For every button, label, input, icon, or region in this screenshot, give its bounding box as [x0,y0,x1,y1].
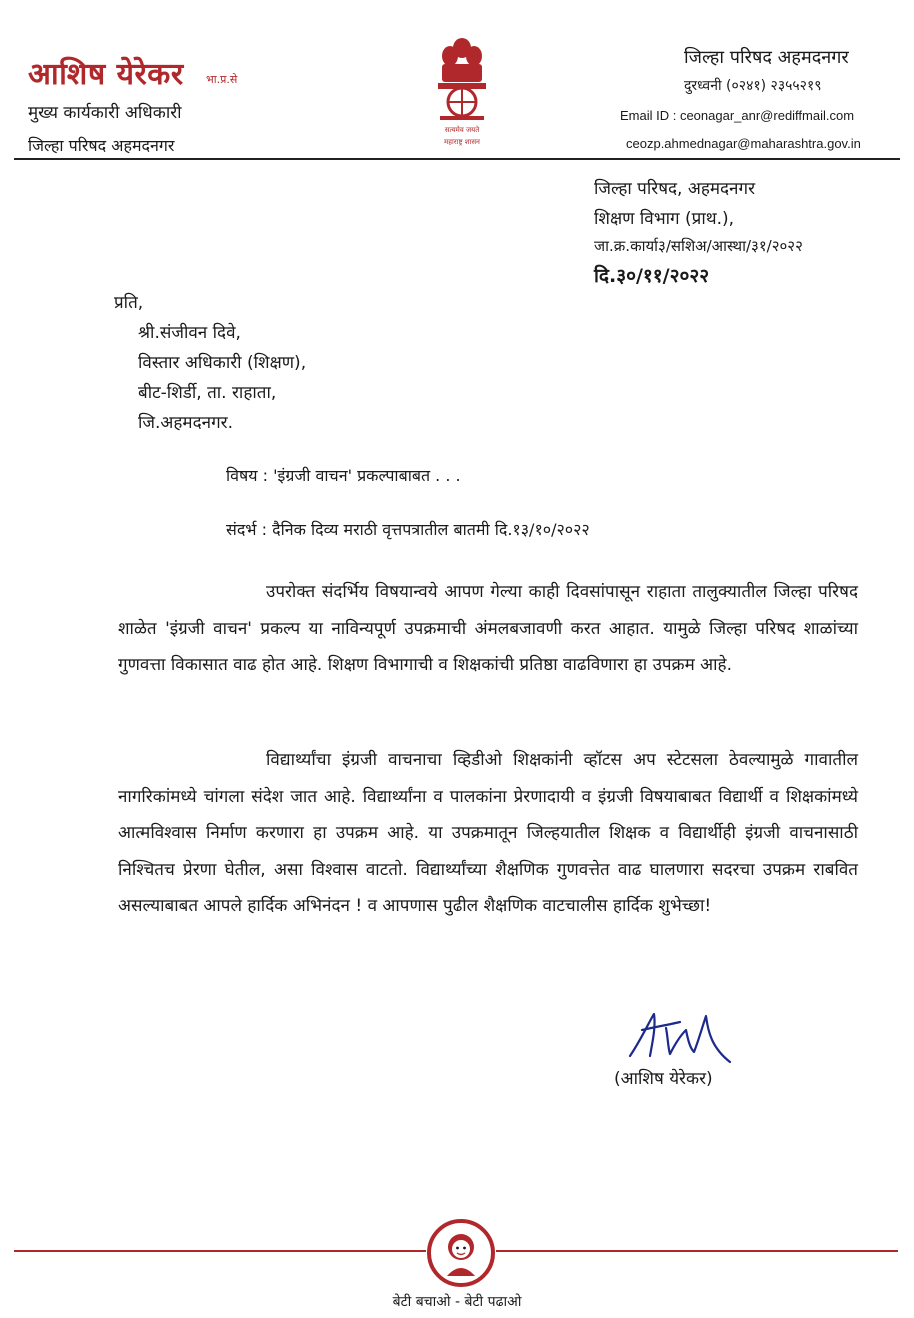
officer-office: जिल्हा परिषद अहमदनगर [28,136,175,155]
office-line-2: शिक्षण विभाग (प्राथ.), [594,209,735,229]
letter-date: दि.३०/११/२०२२ [594,265,710,287]
footer-rule-left [14,1250,426,1252]
office-line-1: जिल्हा परिषद, अहमदनगर [594,179,756,199]
recipient-salutation: प्रति, [114,293,144,313]
footer-rule-right [496,1250,898,1252]
recipient-line-2: विस्तार अधिकारी (शिक्षण), [138,353,307,373]
emblem-caption-2: महाराष्ट्र शासन [444,138,480,146]
recipient-line-4: जि.अहमदनगर. [138,413,233,433]
signatory-name: (आशिष येरेकर) [614,1069,713,1089]
header-divider [14,158,900,160]
body-paragraph-2: विद्यार्थ्यांचा इंग्रजी वाचनाचा व्हिडीओ शिक्षकांनी व्हॉटस अप स्टेटसला ठेवल्यामुळे गावातील नागरिकांमध्ये चांगला संदेश जात आहे. विद्यार्थ्यांना व पालकांना प्रेरणादायी व इंग्रजी विषयाबाबत विद्यार्थी व शिक्षकांमध्ये आत्मविश्वास निर्माण करणारा हा उपक्रम आहे. या उपक्रमातून जिल्हयातील शिक्षक व विद्यार्थीही इंग्रजी वाचनासाठी निश्चितच प्रेरणा घेतील, असा विश्वास वाटतो. विद्यार्थ्यांच्या शैक्षणिक गुणवत्तेत वाढ घालणारा सदरचा उपक्रम राबवित असल्याबाबत आपले हार्दिक अभिनंदन ! व आपणास पुढील शैक्षणिक वाटचालीस हार्दिक शुभेच्छा! [118,750,858,916]
emblem-caption-1: सत्यमेव जयते [444,126,480,134]
recipient-line-3: बीट-शिर्डी, ता. राहाता, [138,383,277,403]
letter-reference: संदर्भ : दैनिक दिव्य मराठी वृत्तपत्रातील बातमी दि.१३/१०/२०२२ [226,520,590,539]
email-primary: Email ID : ceonagar_anr@rediffmail.com [620,108,855,123]
recipient-line-1: श्री.संजीवन दिवे, [138,323,241,343]
handwritten-signature [620,1008,750,1068]
state-emblem-logo [428,28,496,150]
officer-service-suffix: भा.प्र.से [206,73,238,86]
letter-subject: विषय : 'इंग्रजी वाचन' प्रकल्पाबाबत . . . [226,466,461,485]
officer-name: आशिष येरेकर [28,57,184,92]
body-paragraph-1: उपरोक्त संदर्भिय विषयान्वये आपण गेल्या काही दिवसांपासून राहाता तालुक्यातील जिल्हा परिषद शाळेत 'इंग्रजी वाचन' प्रकल्प या नाविन्यपूर्ण उपक्रमाची अंमलबजावणी करत आहात. यामुळे जिल्हा परिषद शाळांच्या गुणवत्ता विकासात वाढ होत आहे. शिक्षण विभागाची व शिक्षकांची प्रतिष्ठा वाढविणारा हा उपक्रम आहे. [118,582,858,675]
beti-bachao-logo [426,1218,496,1288]
reference-number: जा.क्र.कार्या३/सशिअ/आस्था/३१/२०२२ [594,237,803,255]
phone-number: दुरध्वनी (०२४१) २३५५२१९ [684,78,822,94]
email-secondary: ceozp.ahmednagar@maharashtra.gov.in [626,136,861,151]
officer-designation: मुख्य कार्यकारी अधिकारी [28,103,182,123]
footer-slogan: बेटी बचाओ - बेटी पढाओ [392,1294,522,1310]
organization-name: जिल्हा परिषद अहमदनगर [684,47,849,68]
